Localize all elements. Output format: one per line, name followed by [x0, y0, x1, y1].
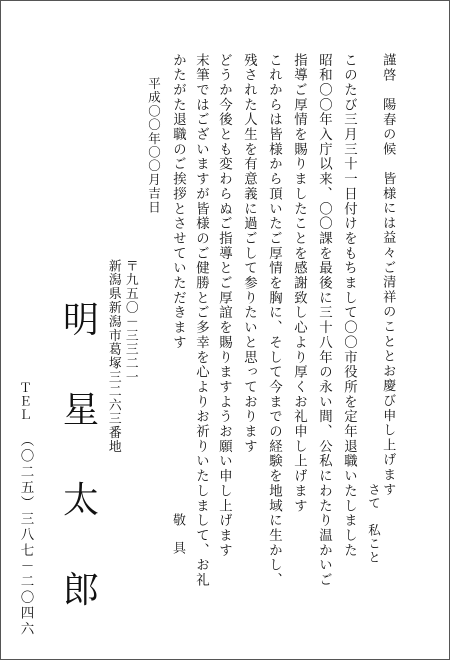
- sender-address: 新潟県新潟市葛塚三二六三番地: [105, 259, 121, 454]
- postal-code: 〒九五〇－三三二一: [122, 259, 138, 385]
- opening-line: 謹啓 陽春の候 皆様には益々ご清祥のこととお慶び申し上げます: [380, 53, 396, 497]
- body-line-8: かたがた退職のご挨拶とさせていただきます: [170, 53, 186, 350]
- tel-number: （〇二五）三八七－二〇四六: [17, 433, 34, 638]
- closing-keigu: 敬 具: [170, 513, 185, 555]
- body-line-1: このたび三月三十一日付けをもちまして〇〇市役所を定年退職いたしました: [341, 53, 357, 558]
- date-line: 平成〇〇年〇〇月吉日: [146, 77, 162, 214]
- sender-name-char-4: 郎: [63, 570, 100, 611]
- sender-name-char-3: 太: [63, 480, 100, 521]
- body-line-3: 指導ご厚情を賜りましたことを感謝致し心より厚くお礼申し上げます: [291, 53, 307, 514]
- body-line-5: 残された人生を有意義に過ごして参りたいと思っております: [241, 53, 257, 454]
- body-line-2: 昭和〇〇年入庁以来、〇〇課を最後に三十八年の永い間、公私にわたり温かいご: [316, 53, 332, 588]
- body-line-7: 末筆ではございますが皆様のご健勝とご多幸を心よりお祈りいたしまして、お礼: [193, 53, 209, 588]
- body-line-4: これからは皆様から頂いたご厚情を胸に、そして今までの経験を地域に生かし、: [266, 53, 282, 588]
- sender-name-char-1: 明: [63, 300, 100, 341]
- sate-phrase: さて 私こと: [366, 483, 382, 564]
- tel-label: ＴＥＬ: [17, 381, 33, 422]
- body-line-6: どうか今後とも変わらぬご指導とご厚誼を賜りますようお願い申し上げます: [216, 53, 232, 558]
- sender-name-char-2: 星: [63, 390, 100, 431]
